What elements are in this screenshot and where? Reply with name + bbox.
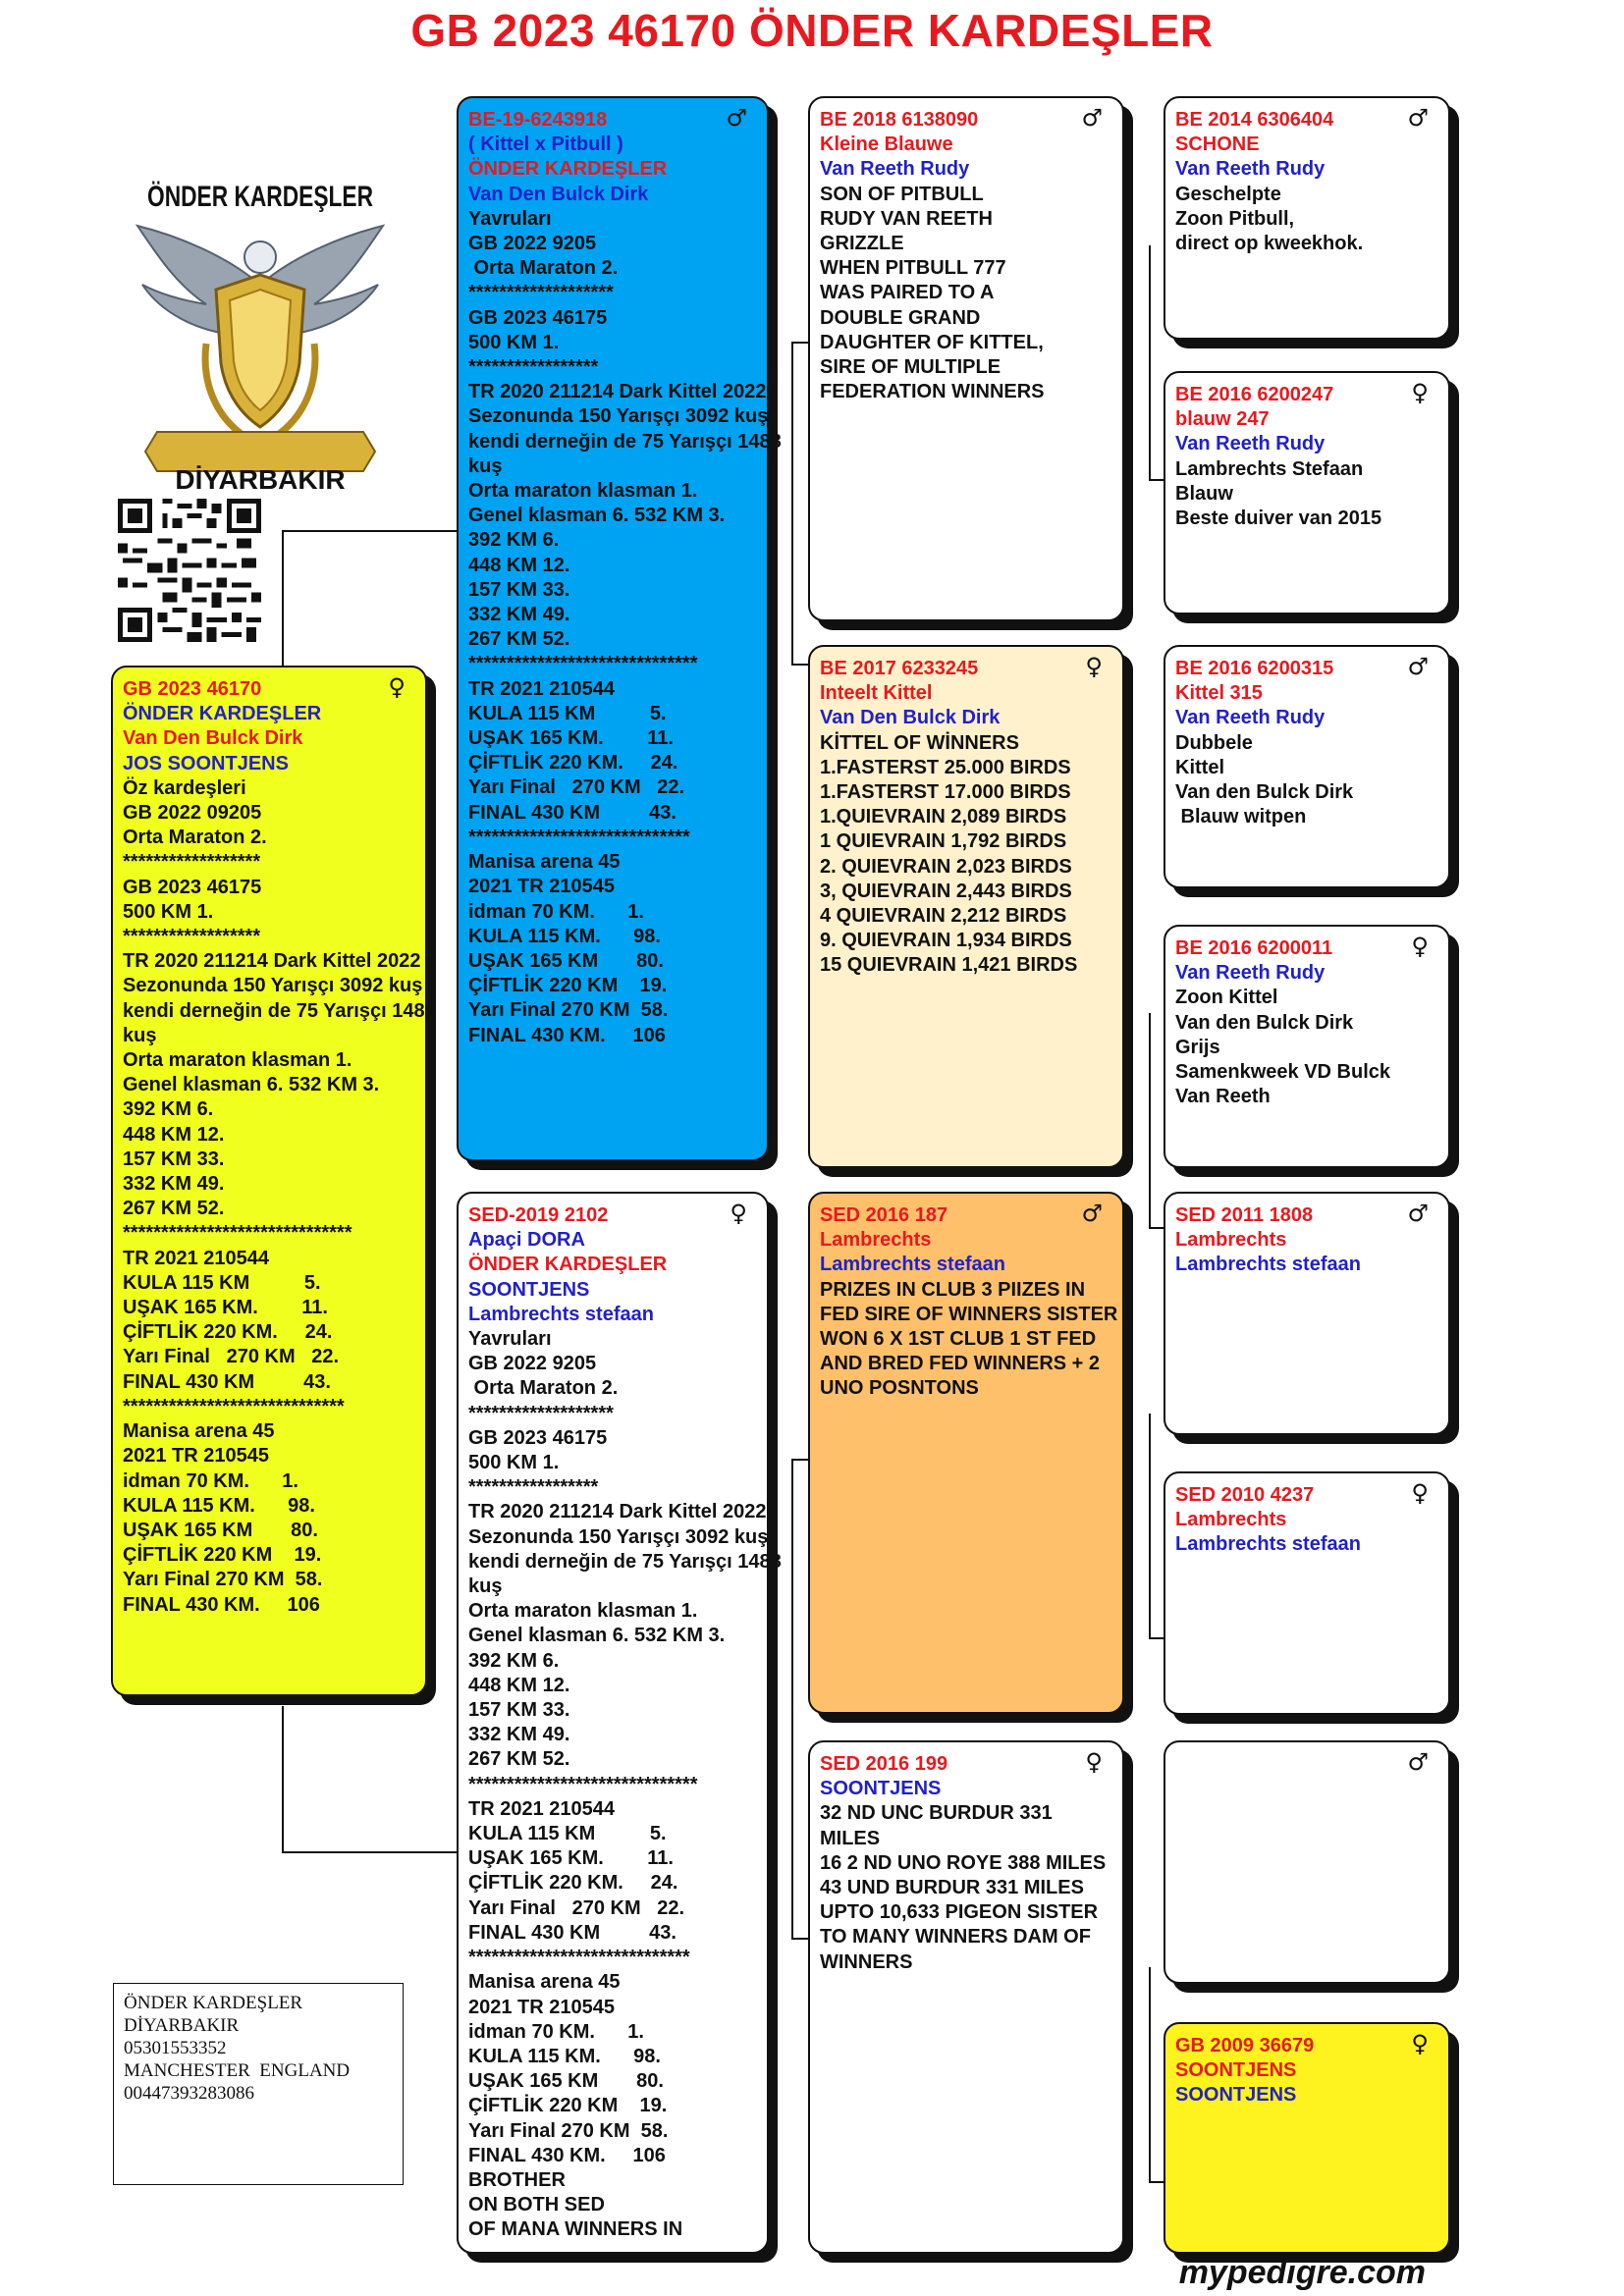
card-line: TR 2021 210544 [123, 1247, 270, 1269]
card-line: Yarı Final 270 KM 58. [468, 2119, 669, 2142]
card-line: ON BOTH SED [468, 2194, 605, 2216]
card-line: MILES [820, 1827, 881, 1849]
contact-line: 05301553352 [124, 2038, 227, 2058]
card-line: Öz kardeşleri [123, 776, 246, 799]
card-line: Sezonunda 150 Yarışçı 3092 kuş [468, 1525, 769, 1548]
connector-line [282, 1706, 284, 1853]
contact-line: DİYARBAKIR [124, 2015, 240, 2036]
card-line: ***************************** [468, 1947, 690, 1969]
card-line: Yavruları [468, 207, 552, 230]
card-line: Geschelpte [1175, 183, 1281, 205]
card-line: SOONTJENS [468, 1278, 590, 1301]
card-dam-sire-sire [1164, 1192, 1450, 1435]
card-line: Yavruları [468, 1328, 552, 1351]
card-line: ***************** [468, 356, 599, 379]
card-line: GB 2022 9205 [468, 233, 597, 255]
card-line: GB 2023 46175 [468, 306, 608, 329]
card-line: SON OF PITBULL [820, 183, 984, 205]
card-line: 9. QUIEVRAIN 1,934 BIRDS [820, 930, 1072, 952]
card-line: Blauw [1175, 482, 1233, 505]
card-line: Sezonunda 150 Yarışçı 3092 kuş [468, 405, 769, 428]
card-line: BE-19-6243918 [468, 109, 608, 131]
card-line: Beste duiver van 2015 [1175, 507, 1382, 530]
contact-line: MANCHESTER ENGLAND [124, 2060, 351, 2081]
card-line: FINAL 430 KM. 106 [468, 2144, 666, 2166]
card-line: 267 KM 52. [123, 1198, 225, 1220]
male-symbol-icon: ♂ [1081, 1200, 1103, 1227]
card-line: WHEN PITBULL 777 [820, 257, 1006, 280]
card-line: Lambrechts [1175, 1229, 1287, 1252]
male-symbol-icon: ♂ [1407, 653, 1429, 680]
card-line: Yarı Final 270 KM 58. [123, 1569, 323, 1591]
card-line: TR 2021 210544 [468, 1797, 616, 1820]
card-line: Blauw witpen [1175, 806, 1307, 828]
card-line: 392 KM 6. [468, 1649, 560, 1672]
card-line: ****************************** [468, 653, 698, 675]
connector-line [282, 530, 457, 532]
qr-code-icon [118, 493, 261, 648]
card-line: ÖNDER KARDEŞLER [123, 703, 322, 725]
card-line: TR 2020 211214 Dark Kittel 2022 [468, 1501, 767, 1523]
card-line: GB 2023 46170 [123, 678, 262, 700]
card-line: Orta Maraton 2. [123, 827, 267, 849]
card-line: 157 KM 33. [123, 1148, 225, 1170]
connector-line [791, 342, 793, 666]
card-line: ***************************** [123, 1395, 345, 1417]
card-line: Orta Maraton 2. [468, 1377, 619, 1400]
card-line: SED 2016 199 [820, 1753, 948, 1775]
card-line: UNO POSNTONS [820, 1377, 979, 1400]
card-dam-sire [808, 1192, 1124, 1714]
card-line: BE 2016 6200011 [1175, 937, 1333, 959]
card-line: SED 2016 187 [820, 1204, 948, 1226]
card-sire-sire-dam [1164, 371, 1450, 614]
card-line: Orta maraton klasman 1. [123, 1049, 352, 1072]
card-line: BE 2016 6200315 [1175, 658, 1334, 679]
card-line: ÖNDER KARDEŞLER [468, 1254, 668, 1276]
card-line: 448 KM 12. [123, 1123, 225, 1146]
card-line: Van Reeth [1175, 1086, 1271, 1108]
card-line: Van Reeth Rudy [1175, 158, 1326, 181]
card-line: Lambrechts stefaan [1175, 1254, 1361, 1276]
card-line: SED 2010 4237 [1175, 1484, 1315, 1506]
card-line: GRIZZLE [820, 233, 904, 255]
female-symbol-icon: ♀ [388, 673, 406, 701]
card-line: 157 KM 33. [468, 578, 570, 601]
card-line: Van den Bulck Dirk [1175, 781, 1354, 804]
card-line: 267 KM 52. [468, 628, 570, 651]
card-line: SOONTJENS [1175, 2059, 1297, 2082]
card-line: 332 KM 49. [468, 604, 570, 626]
card-line: BE 2017 6233245 [820, 658, 979, 679]
card-line: 332 KM 49. [123, 1173, 225, 1196]
card-line: SED-2019 2102 [468, 1204, 609, 1226]
card-line: 15 QUIEVRAIN 1,421 BIRDS [820, 954, 1078, 977]
card-line: Van Den Bulck Dirk [820, 707, 1001, 729]
card-line: Yarı Final 270 KM 22. [468, 1896, 685, 1919]
connector-line [791, 1938, 808, 1940]
contact-box [113, 1983, 404, 2185]
card-sire-dam [808, 645, 1124, 1168]
card-line: Manisa arena 45 [468, 1971, 621, 1994]
card-line: 4 QUIEVRAIN 2,212 BIRDS [820, 905, 1067, 928]
card-line: Yarı Final 270 KM 58. [468, 999, 669, 1022]
card-line: Sezonunda 150 Yarışçı 3092 kuş [123, 975, 423, 997]
male-symbol-icon: ♂ [1407, 1200, 1429, 1227]
card-line: PRIZES IN CLUB 3 PIIZES IN [820, 1278, 1086, 1301]
card-line: ÇİFTLİK 220 KM 19. [468, 975, 668, 997]
card-line: FED SIRE OF WINNERS SISTER [820, 1303, 1118, 1325]
card-line: 500 KM 1. [468, 1452, 560, 1474]
card-line: GB 2023 46175 [123, 876, 262, 898]
female-symbol-icon: ♀ [1411, 2030, 1429, 2057]
connector-line [1149, 245, 1151, 481]
card-line: 32 ND UNC BURDUR 331 [820, 1802, 1053, 1825]
card-line: Lambrechts [1175, 1509, 1287, 1531]
card-line: OF MANA WINNERS IN [468, 2218, 683, 2241]
card-line: 1.FASTERST 17.000 BIRDS [820, 781, 1071, 804]
card-line: 2021 TR 210545 [468, 1996, 616, 2018]
card-line: Kittel 315 [1175, 682, 1263, 705]
card-line: UŞAK 165 KM 80. [468, 949, 664, 972]
card-line: 43 UND BURDUR 331 MILES [820, 1877, 1084, 1899]
card-line: 392 KM 6. [123, 1098, 214, 1121]
card-dam-dam-sire [1164, 1740, 1450, 1984]
card-line: UPTO 10,633 PIGEON SISTER [820, 1901, 1099, 1924]
card-line: FEDERATION WINNERS [820, 381, 1045, 403]
card-line: 332 KM 49. [468, 1724, 570, 1746]
card-line: ****************************** [468, 1773, 698, 1795]
card-line: SOONTJENS [1175, 2084, 1297, 2107]
card-line: Zoon Kittel [1175, 987, 1278, 1009]
card-line: SIRE OF MULTIPLE [820, 356, 1001, 379]
card-line: ***************** [468, 1476, 599, 1499]
card-line: ÇİFTLİK 220 KM. 24. [123, 1321, 333, 1344]
card-line: ÖNDER KARDEŞLER [468, 158, 668, 181]
card-line: GB 2022 9205 [468, 1353, 597, 1375]
card-line: KULA 115 KM. 98. [468, 925, 661, 947]
card-line: ****************************** [123, 1222, 352, 1245]
card-line: 500 KM 1. [468, 331, 560, 353]
card-sire-sire [808, 96, 1124, 621]
card-line: kuş [123, 1024, 157, 1046]
card-line: Van Reeth Rudy [1175, 433, 1326, 455]
card-line: FINAL 430 KM 43. [468, 1921, 677, 1944]
card-line: TR 2020 211214 Dark Kittel 2022 [123, 950, 421, 973]
card-line: ****************** [123, 851, 261, 874]
card-line: UŞAK 165 KM. 11. [468, 727, 674, 750]
card-line: 157 KM 33. [468, 1699, 570, 1722]
connector-line [1149, 1414, 1151, 1639]
connector-line [791, 1459, 793, 1940]
eagle-logo [118, 167, 403, 495]
card-line: FINAL 430 KM 43. [123, 1370, 331, 1393]
card-line: BROTHER [468, 2168, 566, 2191]
card-line: KULA 115 KM 5. [468, 1823, 667, 1845]
card-line: kuş [468, 1575, 503, 1598]
card-line: 500 KM 1. [123, 900, 214, 923]
card-line: DOUBLE GRAND [820, 306, 981, 329]
female-symbol-icon: ♀ [730, 1200, 747, 1227]
card-line: ****************** [123, 926, 261, 948]
card-line: FINAL 430 KM. 106 [123, 1593, 320, 1616]
card-line: Orta Maraton 2. [468, 257, 619, 280]
card-line: WON 6 X 1ST CLUB 1 ST FED [820, 1328, 1097, 1351]
card-line: TR 2020 211214 Dark Kittel 2022 [468, 381, 767, 403]
card-dam-dam [808, 1740, 1124, 2254]
card-line: blauw 247 [1175, 408, 1270, 431]
card-line: WINNERS [820, 1950, 913, 1973]
logo-bottom-text: DİYARBAKIR [175, 464, 346, 495]
card-line: Lambrechts stefaan [468, 1303, 654, 1325]
card-sire-dam-sire [1164, 645, 1450, 888]
card-line: 448 KM 12. [468, 554, 570, 576]
card-line: FINAL 430 KM. 106 [468, 1024, 666, 1046]
card-line: BE 2014 6306404 [1175, 109, 1334, 131]
card-dam-dam-dam [1164, 2022, 1450, 2254]
card-line: direct op kweekhok. [1175, 233, 1364, 255]
card-line: Zoon Pitbull, [1175, 207, 1295, 230]
card-line: JOS SOONTJENS [123, 752, 289, 774]
card-line: 448 KM 12. [468, 1674, 570, 1696]
card-line: KİTTEL OF WİNNERS [820, 731, 1019, 754]
connector-line [791, 342, 808, 344]
card-line: ÇİFTLİK 220 KM 19. [468, 2095, 668, 2117]
card-line: idman 70 KM. 1. [468, 900, 644, 923]
card-line: GB 2009 36679 [1175, 2035, 1315, 2056]
male-symbol-icon: ♂ [1081, 104, 1103, 132]
card-line: 1.QUIEVRAIN 2,089 BIRDS [820, 806, 1067, 828]
card-subject [111, 666, 436, 1696]
card-line: 1 QUIEVRAIN 1,792 BIRDS [820, 830, 1067, 853]
card-line: Yarı Final 270 KM 22. [123, 1346, 340, 1368]
card-line: SOONTJENS [820, 1778, 942, 1800]
card-line: FINAL 430 KM 43. [468, 801, 677, 824]
female-symbol-icon: ♀ [1085, 1748, 1103, 1776]
card-line: kendi derneğin de 75 Yarışçı 1488 [468, 1550, 782, 1573]
card-line: RUDY VAN REETH [820, 207, 993, 230]
card-line: Manisa arena 45 [123, 1420, 275, 1443]
footer-brand: mypedigre.com [1178, 2254, 1426, 2291]
card-line: 2021 TR 210545 [123, 1445, 270, 1468]
card-line: Orta maraton klasman 1. [468, 1600, 698, 1623]
card-line: ***************************** [468, 826, 690, 848]
card-line: SCHONE [1175, 133, 1260, 156]
card-line: ÇİFTLİK 220 KM 19. [123, 1544, 322, 1567]
card-line: KULA 115 KM. 98. [468, 2045, 661, 2067]
card-line: Van Den Bulck Dirk [468, 183, 649, 205]
card-line: Van den Bulck Dirk [1175, 1011, 1354, 1034]
card-line: Van Reeth Rudy [1175, 962, 1326, 985]
card-line: Inteelt Kittel [820, 682, 933, 705]
card-line: BE 2016 6200247 [1175, 384, 1334, 405]
card-line: Van Den Bulck Dirk [123, 727, 303, 750]
card-line: 2. QUIEVRAIN 2,023 BIRDS [820, 855, 1072, 878]
card-line: AND BRED FED WINNERS + 2 [820, 1353, 1101, 1375]
card-dam [457, 1192, 782, 2254]
card-line: KULA 115 KM. 98. [123, 1494, 315, 1517]
card-line: Lambrechts stefaan [820, 1254, 1005, 1276]
page-title: GB 2023 46170 ÖNDER KARDEŞLER [410, 5, 1214, 56]
card-line: Manisa arena 45 [468, 851, 621, 874]
female-symbol-icon: ♀ [1411, 1479, 1429, 1507]
card-line: 392 KM 6. [468, 529, 560, 552]
card-line: Van Reeth Rudy [1175, 707, 1326, 729]
card-line: TO MANY WINNERS DAM OF [820, 1926, 1091, 1949]
card-line: UŞAK 165 KM. 11. [123, 1297, 328, 1319]
card-line: ( Kittel x Pitbull ) [468, 133, 623, 156]
card-line: TR 2021 210544 [468, 677, 616, 700]
card-sire [457, 96, 782, 1161]
card-line: ÇİFTLİK 220 KM. 24. [468, 1872, 678, 1895]
card-line: ÇİFTLİK 220 KM. 24. [468, 752, 678, 774]
card-line: 16 2 ND UNO ROYE 388 MILES [820, 1851, 1107, 1874]
connector-line [791, 664, 808, 666]
connector-line [282, 530, 284, 666]
card-line: 267 KM 52. [468, 1748, 570, 1771]
male-symbol-icon: ♂ [726, 104, 747, 132]
card-line: KULA 115 KM 5. [123, 1271, 321, 1294]
card-line: idman 70 KM. 1. [123, 1469, 298, 1492]
connector-line [791, 1459, 808, 1461]
connector-line [282, 1851, 457, 1853]
card-line: KULA 115 KM 5. [468, 702, 667, 724]
card-line: Kleine Blauwe [820, 133, 953, 156]
connector-line [1149, 1013, 1151, 1229]
card-line: Apaçi DORA [468, 1229, 585, 1252]
card-line: UŞAK 165 KM. 11. [468, 1847, 674, 1870]
card-line: Lambrechts Stefaan [1175, 457, 1364, 480]
male-symbol-icon: ♂ [1407, 1748, 1429, 1776]
male-symbol-icon: ♂ [1407, 104, 1429, 132]
card-sire-dam-dam [1164, 925, 1450, 1168]
card-line: ******************* [468, 1402, 614, 1424]
card-line: Genel klasman 6. 532 KM 3. [468, 505, 726, 527]
female-symbol-icon: ♀ [1411, 379, 1429, 406]
card-line: Dubbele [1175, 731, 1253, 754]
card-line: GB 2022 09205 [123, 802, 262, 825]
card-line: kendi derneğin de 75 Yarışçı 1488 [123, 999, 436, 1022]
card-line: 3, QUIEVRAIN 2,443 BIRDS [820, 880, 1072, 902]
card-sire-sire-sire [1164, 96, 1450, 340]
card-line: Genel klasman 6. 532 KM 3. [468, 1625, 726, 1647]
connector-line [1149, 1967, 1151, 2183]
card-line: Van Reeth Rudy [820, 158, 970, 181]
card-line: ******************* [468, 282, 614, 304]
card-line: GB 2023 46175 [468, 1426, 608, 1449]
card-dam-sire-dam [1164, 1471, 1450, 1715]
card-line: BE 2018 6138090 [820, 109, 979, 131]
card-line: Kittel [1175, 756, 1224, 778]
card-line: Orta maraton klasman 1. [468, 480, 698, 503]
card-line: UŞAK 165 KM 80. [468, 2070, 664, 2093]
logo-top-text: ÖNDER KARDEŞLER [147, 181, 374, 213]
card-line: kuş [468, 454, 503, 477]
female-symbol-icon: ♀ [1411, 933, 1429, 960]
card-line: 1.FASTERST 25.000 BIRDS [820, 756, 1071, 778]
contact-line: 00447393283086 [124, 2083, 254, 2104]
card-line: Lambrechts [820, 1229, 932, 1252]
card-line: 2021 TR 210545 [468, 876, 616, 898]
card-line: UŞAK 165 KM 80. [123, 1519, 318, 1541]
card-line: Samenkweek VD Bulck [1175, 1061, 1390, 1084]
card-line: Grijs [1175, 1036, 1220, 1058]
card-line: WAS PAIRED TO A [820, 282, 995, 304]
card-line: Yarı Final 270 KM 22. [468, 776, 685, 799]
card-line: Genel klasman 6. 532 KM 3. [123, 1074, 380, 1096]
contact-line: ÖNDER KARDEŞLER [124, 1993, 303, 2013]
card-line: SED 2011 1808 [1175, 1204, 1314, 1226]
female-symbol-icon: ♀ [1085, 653, 1103, 680]
card-line: Lambrechts stefaan [1175, 1533, 1361, 1556]
card-line: idman 70 KM. 1. [468, 2020, 644, 2043]
card-line: DAUGHTER OF KITTEL, [820, 331, 1044, 353]
card-line: kendi derneğin de 75 Yarışçı 1488 [468, 430, 782, 453]
